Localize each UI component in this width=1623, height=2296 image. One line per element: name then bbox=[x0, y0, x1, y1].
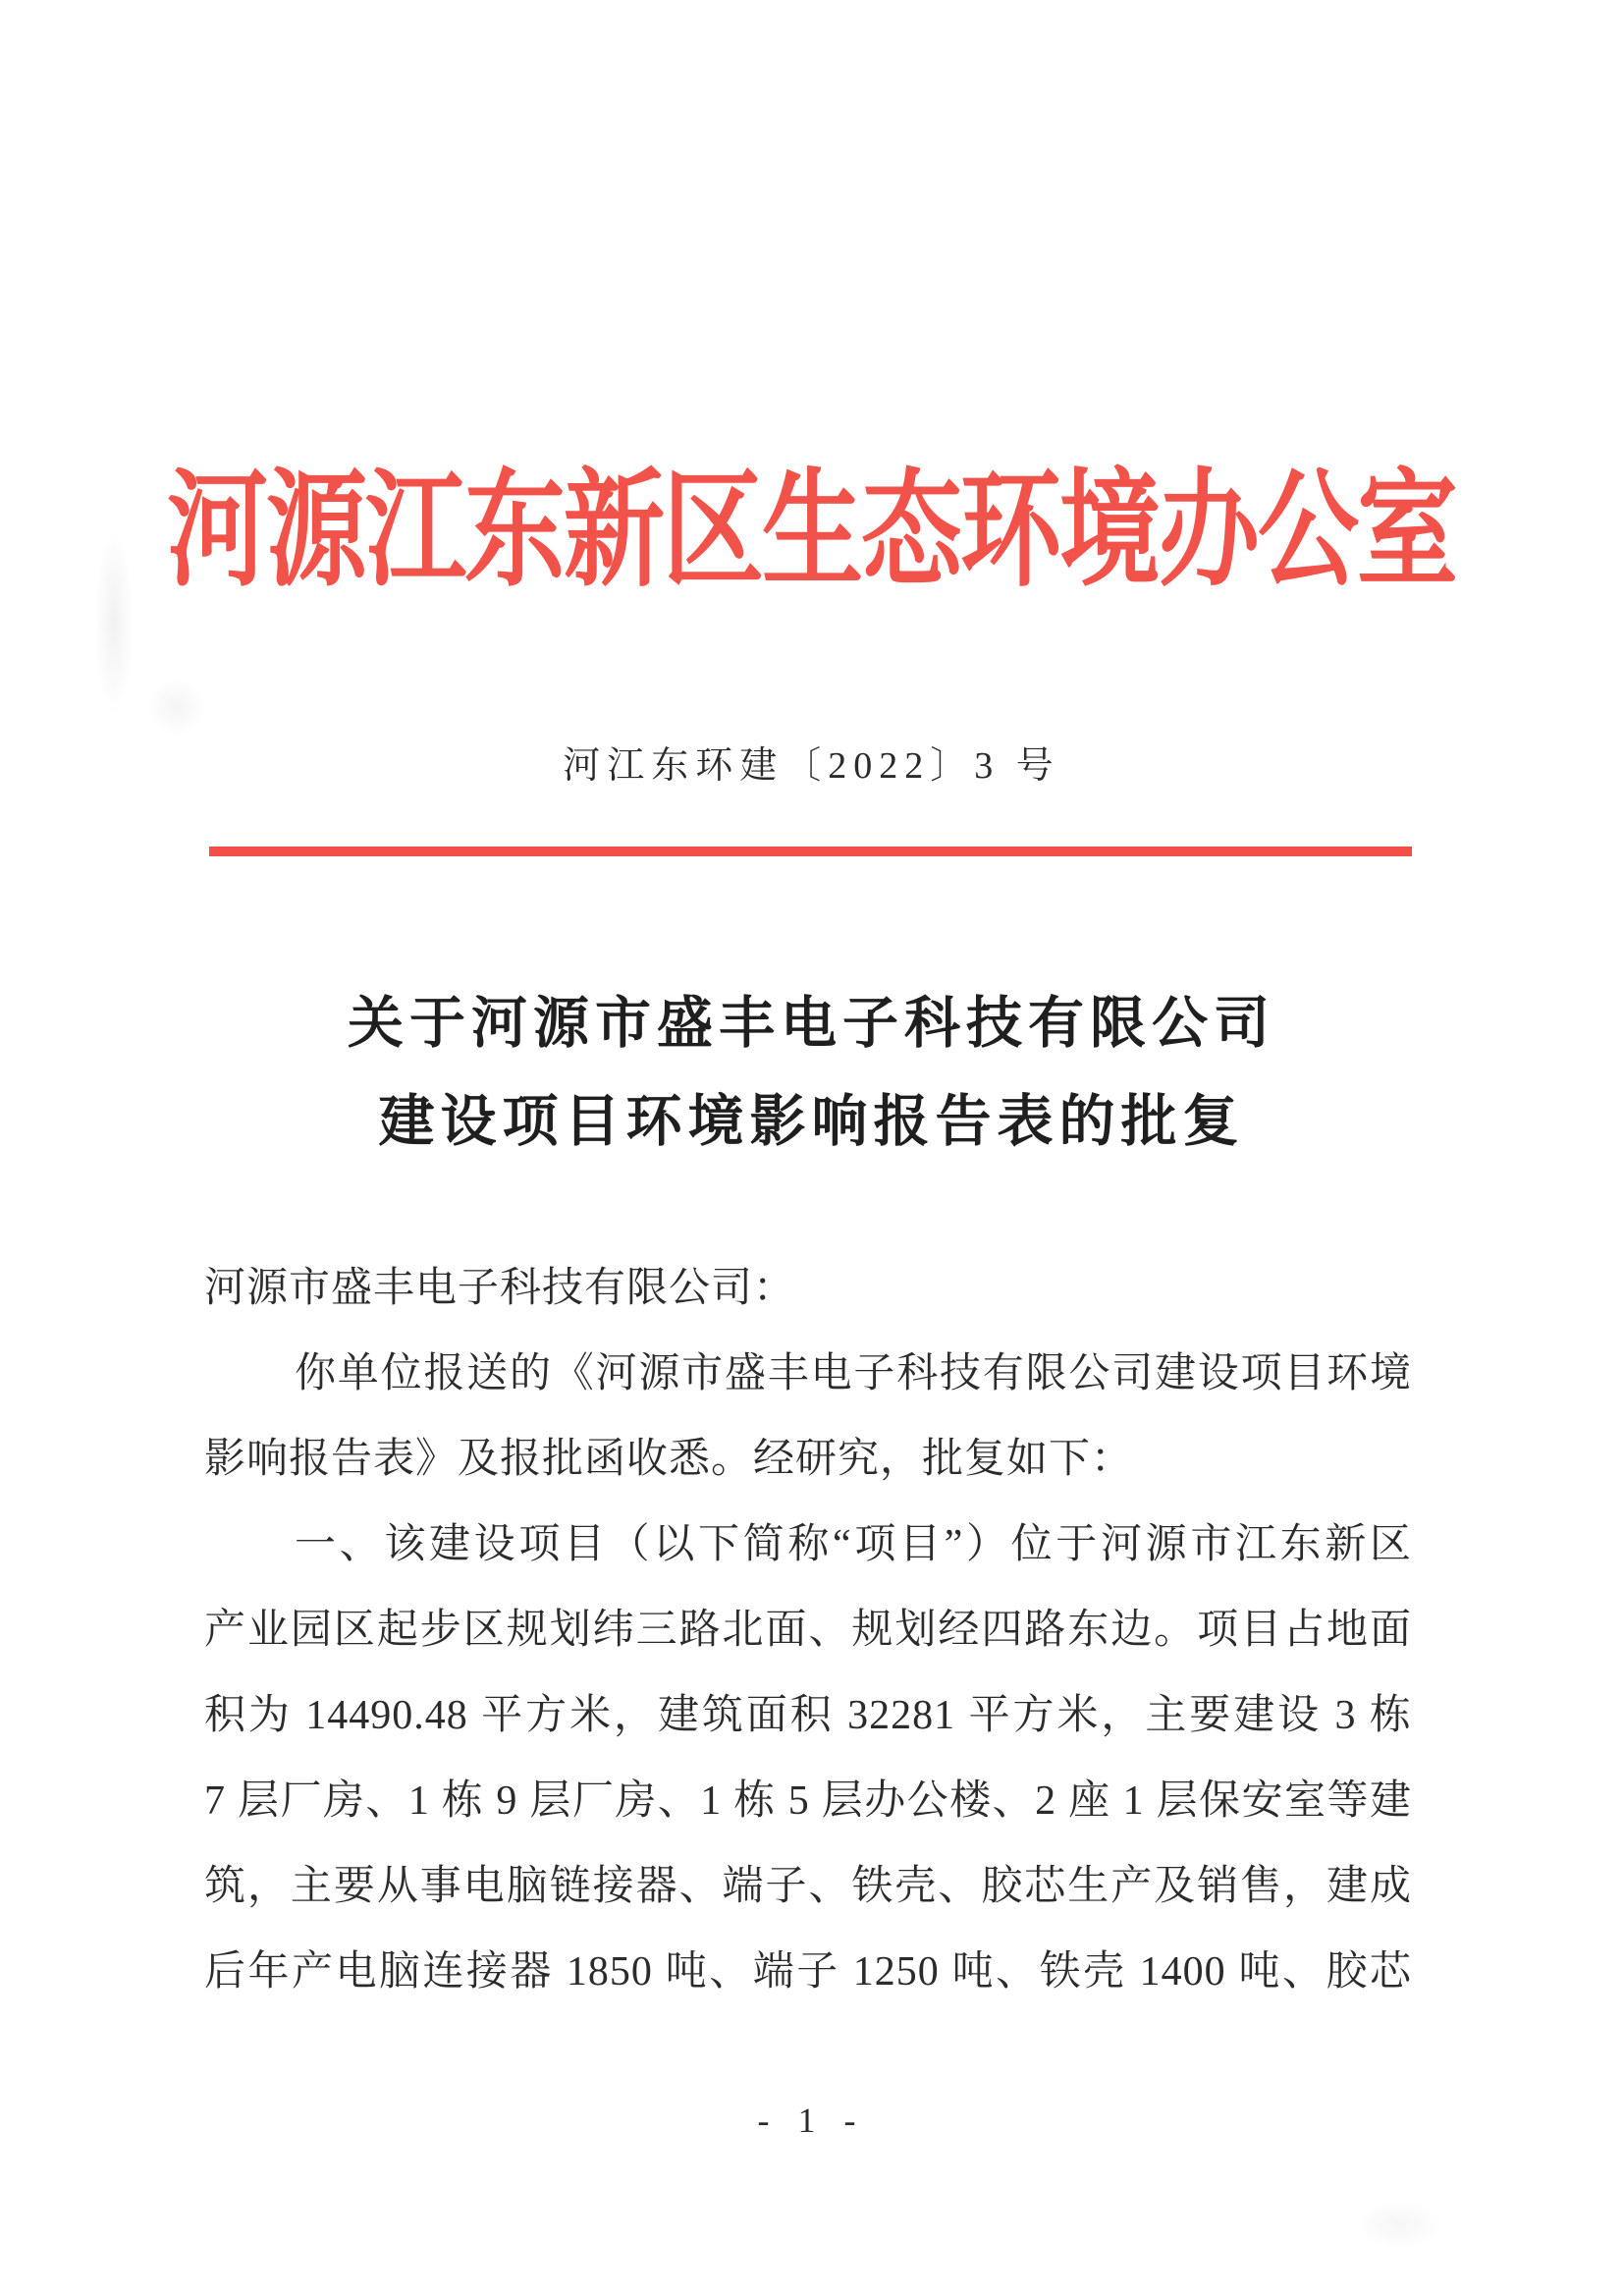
body-line: 积为 14490.48 平方米，建筑面积 32281 平方米，主要建设 3 栋 bbox=[204, 1693, 1412, 1738]
body-line: 筑，主要从事电脑链接器、端子、铁壳、胶芯生产及销售，建成 bbox=[204, 1864, 1412, 1909]
letterhead-org-name: 河源江东新区生态环境办公室 bbox=[167, 461, 1456, 603]
body-line: 影响报告表》及报批函收悉。经研究，批复如下： bbox=[204, 1437, 1134, 1482]
scan-artifact bbox=[147, 678, 206, 737]
doc-title-line2: 建设项目环境影响报告表的批复 bbox=[378, 1090, 1245, 1153]
body-line: 7 层厂房、1 栋 9 层厂房、1 栋 5 层办公楼、2 座 1 层保安室等建 bbox=[204, 1778, 1412, 1824]
body-line: 一、该建设项目（以下简称“项目”）位于河源市江东新区 bbox=[295, 1522, 1412, 1567]
salutation-line: 河源市盛丰电子科技有限公司： bbox=[204, 1266, 796, 1311]
body-line: 产业园区起步区规划纬三路北面、规划经四路东边。项目占地面 bbox=[204, 1608, 1412, 1653]
body-line: 后年产电脑连接器 1850 吨、端子 1250 吨、铁壳 1400 吨、胶芯 bbox=[204, 1949, 1412, 1995]
body-text bbox=[204, 1246, 1412, 2015]
letterhead-divider-rule bbox=[209, 847, 1412, 856]
scan-artifact bbox=[1355, 2200, 1443, 2249]
page-number: - 1 - bbox=[757, 2101, 866, 2140]
doc-number: 河江东环建〔2022〕3 号 bbox=[563, 745, 1060, 787]
body-line: 你单位报送的《河源市盛丰电子科技有限公司建设项目环境 bbox=[295, 1351, 1412, 1396]
doc-title bbox=[0, 974, 1623, 1171]
doc-title-line1: 关于河源市盛丰电子科技有限公司 bbox=[348, 992, 1275, 1055]
